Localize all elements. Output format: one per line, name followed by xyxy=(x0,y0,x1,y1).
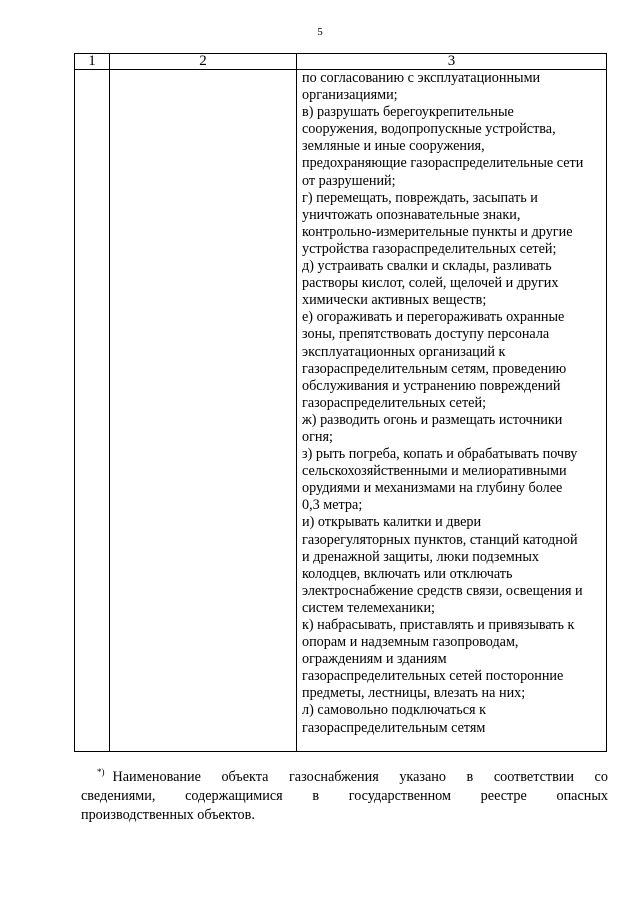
text-line: ограждениям и зданиям xyxy=(302,651,447,668)
text-line: земляные и иные сооружения, xyxy=(302,138,485,155)
text-line: сельскохозяйственными и мелиоративными xyxy=(302,463,567,480)
text-line: зоны, препятствовать доступу персонала xyxy=(302,326,550,343)
footnote-word: соответствии xyxy=(493,769,574,785)
text-line: 0,3 метра; xyxy=(302,497,363,514)
text-line: уничтожать опознавательные знаки, xyxy=(302,206,521,223)
text-line: огня; xyxy=(302,428,333,445)
text-line: систем телемеханики; xyxy=(302,599,435,616)
footnote-word: в xyxy=(312,788,320,804)
footnote-word: газоснабжения xyxy=(288,769,379,785)
text-line: газораспределительных сетей; xyxy=(302,394,487,411)
text-line: по согласованию с эксплуатационными xyxy=(302,70,541,86)
text-line: д) устраивать свалки и склады, разливать xyxy=(302,258,552,275)
footnote xyxy=(81,768,608,825)
text-line: сооружения, водопропускные устройства, xyxy=(302,121,556,138)
text-line: предохраняющие газораспределительные сети xyxy=(302,155,584,172)
footnote-word: содержащимися xyxy=(185,788,283,804)
footnote-marker: *) xyxy=(97,767,105,778)
text-line: орудиями и механизмами на глубину более xyxy=(302,480,563,497)
text-line: газорегуляторных пунктов, станций катодной xyxy=(302,531,578,548)
footnote-word: опасных xyxy=(556,788,608,804)
footnote-line-2 xyxy=(81,787,608,806)
header-cell-2: 2 xyxy=(110,54,297,70)
header-cell-3: 3 xyxy=(297,54,607,70)
footnote-word: государственном xyxy=(348,788,451,804)
text-line: устройства газораспределительных сетей; xyxy=(302,240,557,257)
text-line: организациями; xyxy=(302,87,398,104)
restrictions-text xyxy=(297,70,606,737)
text-line: в) разрушать берегоукрепительные xyxy=(302,104,514,121)
table-header-row xyxy=(75,54,607,70)
text-line: от разрушений; xyxy=(302,172,396,189)
body-cell-2 xyxy=(110,70,297,752)
text-line: предметы, лестницы, влезать на них; xyxy=(302,685,526,702)
text-line: газораспределительным сетям xyxy=(302,719,486,736)
text-line: ж) разводить огонь и размещать источники xyxy=(302,411,563,428)
text-line: растворы кислот, солей, щелочей и других xyxy=(302,275,559,292)
body-cell-3 xyxy=(297,70,607,752)
text-line: электроснабжение средств связи, освещения и xyxy=(302,582,583,599)
text-line: газораспределительным сетям, проведению xyxy=(302,360,567,377)
footnote-word: *) Наименование xyxy=(97,767,201,785)
text-line: г) перемещать, повреждать, засыпать и xyxy=(302,189,538,206)
page-number: 5 xyxy=(317,26,323,38)
text-line: химически активных веществ; xyxy=(302,292,487,309)
text-line: обслуживания и устранению повреждений xyxy=(302,377,561,394)
footnote-word: объекта xyxy=(221,769,269,785)
text-line: эксплуатационных организаций к xyxy=(302,343,506,360)
footnote-word: реестре xyxy=(480,788,527,804)
text-line: л) самовольно подключаться к xyxy=(302,702,487,719)
header-cell-1: 1 xyxy=(75,54,110,70)
footnote-word: со xyxy=(594,769,608,785)
content-table xyxy=(74,53,607,752)
footnote-line-3: производственных объектов. xyxy=(81,807,255,823)
text-line: газораспределительных сетей посторонние xyxy=(302,668,564,685)
text-line: колодцев, включать или отключать xyxy=(302,565,513,582)
footnote-word: сведениями, xyxy=(81,788,156,804)
text-line: з) рыть погреба, копать и обрабатывать почву xyxy=(302,446,578,463)
text-line: и) открывать калитки и двери xyxy=(302,514,482,531)
text-line: и дренажной защиты, люки подземных xyxy=(302,548,539,565)
text-line: опорам и надземным газопроводам, xyxy=(302,634,519,651)
text-line: к) набрасывать, приставлять и привязывать к xyxy=(302,617,575,633)
table-row xyxy=(75,70,607,752)
footnote-word: указано xyxy=(399,769,446,785)
text-line: е) огораживать и перегораживать охранные xyxy=(302,309,565,326)
body-cell-1 xyxy=(75,70,110,752)
footnote-word: в xyxy=(466,769,474,785)
text-line: контрольно-измерительные пункты и другие xyxy=(302,223,573,240)
footnote-line-1 xyxy=(81,768,608,787)
